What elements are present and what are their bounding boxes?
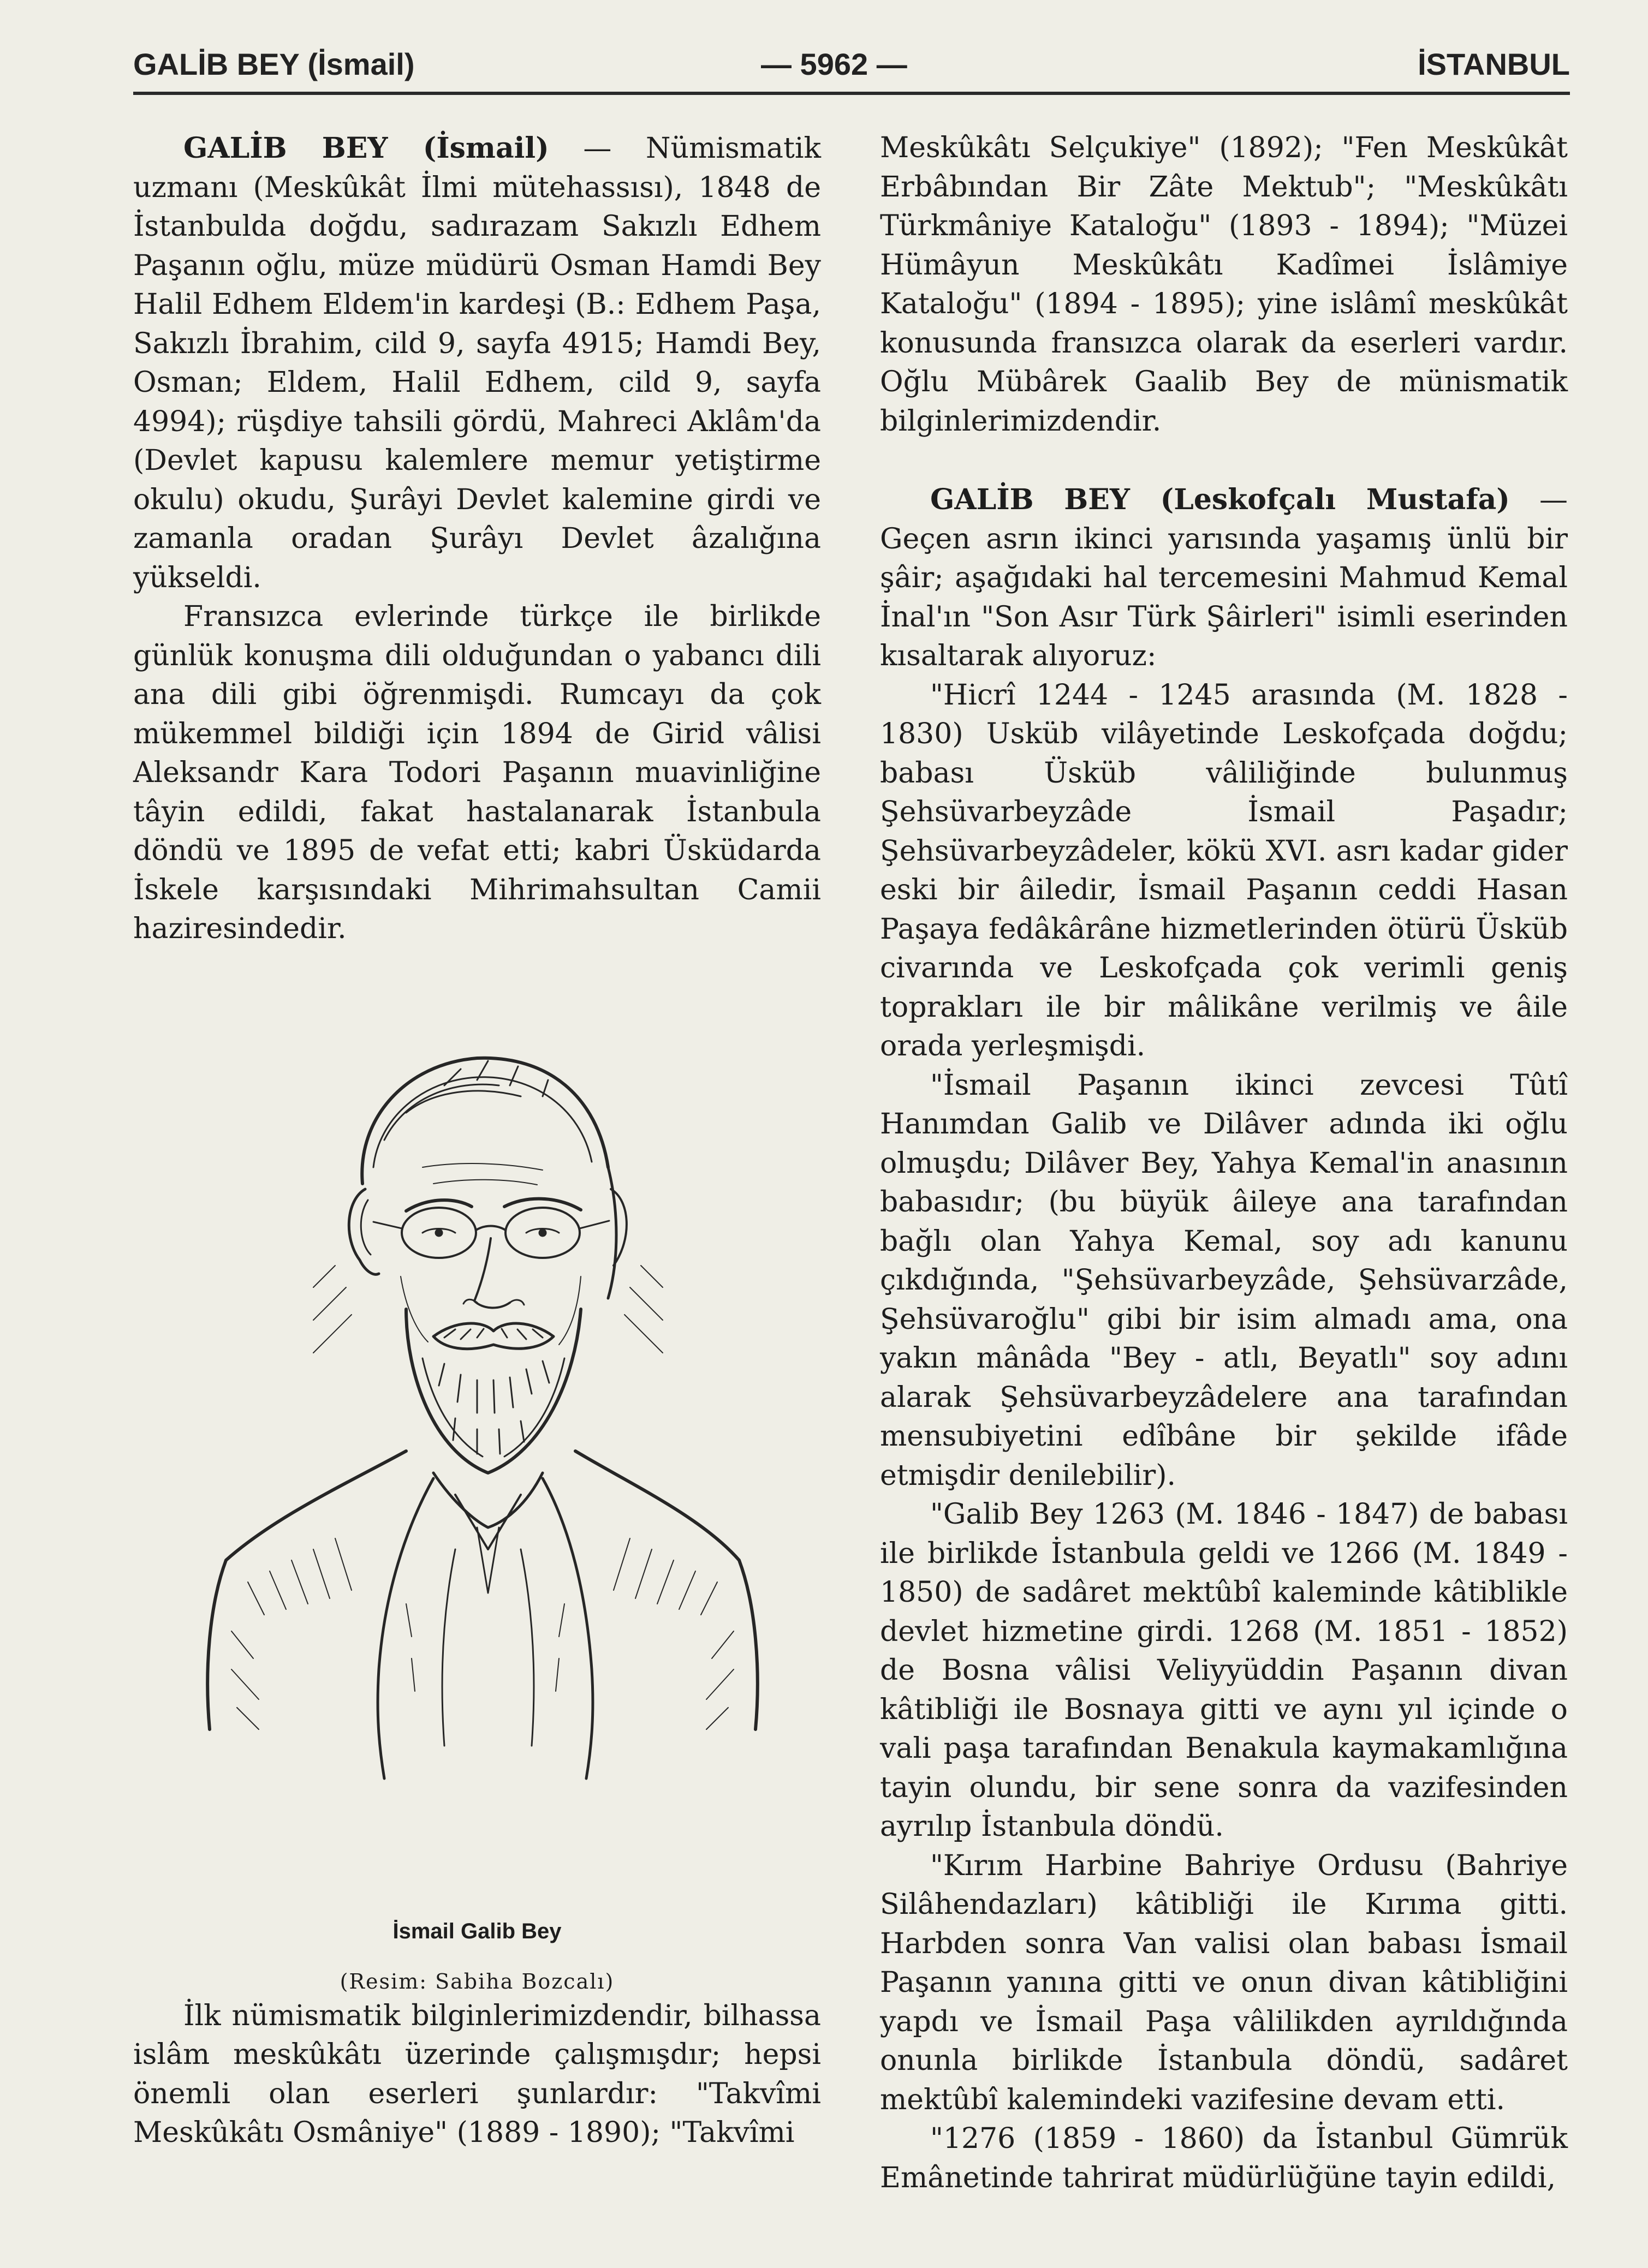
running-head-volume: İSTANBUL bbox=[1418, 47, 1570, 81]
figure-caption: İsmail Galib Bey bbox=[392, 1919, 562, 1943]
entry-text: — Geçen asrın ikinci yarısında yaşamış ünlü bir şâir; aşağıdaki hal tercemesini Mahmud Kemal İnal'ın "Son Asır Türk Şâirleri" isimli eserinden kısaltarak alıyoruz: bbox=[880, 484, 1568, 672]
entry-text: — Nümismatik uzmanı (Meskûkât İlmi mütehassısı), 1848 de İstanbulda doğdu, sadırazam Sakızlı Edhem Paşanın oğlu, müze müdürü Osman Hamdi Bey Halil Edhem Eldem'in kardeşi (B.: Edhem Paşa, Sakızlı İbrahim, cild 9, sayfa 4915; Hamdi Bey, Osman; Eldem, Halil Edhem, cild 9, sayfa 4994); rüşdiye tahsili gördü, Mahreci Aklâm'da (Devlet kapusu kalemlere memur yetiştirme okulu) okudu, Şurâyi Devlet kalemine girdi ve zamanla oradan Şurâyı Devlet âzalığına yükseldi. bbox=[133, 132, 821, 594]
header-rule bbox=[133, 92, 1570, 95]
left-column bbox=[133, 129, 821, 2153]
entry-paragraph: Meskûkâtı Selçukiye" (1892); "Fen Meskûkât Erbâbından Bir Zâte Mektub"; "Meskûkâtı Türkmâniye Kataloğu" (1893 - 1894); "Müzei Hümâyun Meskûkâtı Kadîmei İslâmiye Kataloğu" (1894 - 1895); yine islâmî meskûkât konusunda fransızca olarak da eserleri vardır. Oğlu Mübârek Gaalib Bey de münismatik bilginlerimizdendir. bbox=[880, 132, 1568, 438]
entry-paragraph: İlk nümismatik bilginlerimizdendir, bilhassa islâm meskûkâtı üzerinde çalışmışdır; hepsi önemli olan eserleri şunlardır: "Takvîmi Meskûkâtı Osmâniye" (1889 - 1890); "Takvîmi bbox=[133, 1999, 821, 2149]
entry-paragraph: Fransızca evlerinde türkçe ile birlikde günlük konuşma dili olduğundan o yabancı dili ana dili gibi öğrenmişdi. Rumcayı da çok mükemmel bildiği için 1894 de Girid vâlisi Aleksandr Kara Todori Paşanın muavinliğine tâyin edildi, fakat hastalanarak İstanbula döndü ve 1895 de vefat etti; kabri Üsküdarda İskele karşısındaki Mihrimahsultan Camii haziresindedir. bbox=[133, 600, 821, 945]
entry-paragraph: "Hicrî 1244 - 1245 arasında (M. 1828 - 1830) Usküb vilâyetinde Leskofçada doğdu; babası Üsküb vâliliğinde bulunmuş Şehsüvarbeyzâde İsmail Paşadır; Şehsüvarbeyzâdeler, kökü XVI. asrı kadar gider eski bir âiledir, İsmail Paşanın ceddi Hasan Paşaya fedâkârâne hizmetlerinden ötürü Üsküb civarında ve Leskofçada çok verimli geniş toprakları ile bir mâlikâne verilmiş ve âile orada yerleşmişdi. bbox=[880, 678, 1568, 1063]
entry-paragraph: "1276 (1859 - 1860) da İstanbul Gümrük Emânetinde tahrirat müdürlüğüne tayin edildi, bbox=[880, 2122, 1568, 2194]
portrait-figure bbox=[133, 1004, 821, 1997]
entry-paragraph: "Kırım Harbine Bahriye Ordusu (Bahriye Silâhendazları) kâtibliği ile Kırıma gitti. Harbden sonra Van valisi olan babası İsmail Paşanın yanına gitti ve onun divan kâtibliğini yapdı ve İsmail Paşa vâlilikden ayrıldığında onunla birlikde İstanbula döndü, sadâret mektûbî kalemindeki vazifesine devam etti. bbox=[880, 1849, 1568, 2116]
figure-credit: (Resim: Sabiha Bozcalı) bbox=[340, 1969, 615, 1994]
portrait-illustration bbox=[150, 1004, 805, 1899]
entry-gap bbox=[880, 441, 1568, 480]
running-head bbox=[133, 43, 1570, 86]
entry-paragraph bbox=[880, 480, 1568, 676]
entry-heading: GALİB BEY (Leskofçalı Mustafa) bbox=[930, 483, 1510, 516]
right-column bbox=[880, 129, 1568, 2198]
running-head-entry: GALİB BEY (İsmail) bbox=[133, 47, 415, 81]
page-number: — 5962 — bbox=[761, 47, 907, 81]
entry-paragraph: "İsmail Paşanın ikinci zevcesi Tûtî Hanımdan Galib ve Dilâver adında iki oğlu olmuşdu; Dilâver Bey, Yahya Kemal'in anasının babasıdır; (bu büyük âileye ana tarafından bağlı olan Yahya Kemal, soy adı kanunu çıkdığında, "Şehsüvarbeyzâde, Şehsüvarzâde, Şehsüvaroğlu" gibi bir isim almadı ama, ona yakın mânâda "Bey - atlı, Beyatlı" soy adını alarak Şehsüvarbeyzâdelere ana tarafından mensubiyetini edîbâne bir şekilde ifâde etmişdir denilebilir). bbox=[880, 1069, 1568, 1492]
entry-paragraph: "Galib Bey 1263 (M. 1846 - 1847) de babası ile birlikde İstanbula geldi ve 1266 (M. 1849 - 1850) de sadâret mektûbî kaleminde kâtiblikle devlet hizmetine girdi. 1268 (M. 1851 - 1852) de Bosna vâlisi Veliyyüddin Paşanın divan kâtibliği ile Bosnaya gitti ve aynı yıl içinde o vali paşa tarafından Benakula kaymakamlığına tayin olundu, bir sene sonra da vazifesinden ayrılıp İstanbula döndü. bbox=[880, 1498, 1568, 1843]
entry-heading: GALİB BEY (İsmail) bbox=[183, 132, 549, 165]
entry-paragraph bbox=[133, 129, 821, 598]
